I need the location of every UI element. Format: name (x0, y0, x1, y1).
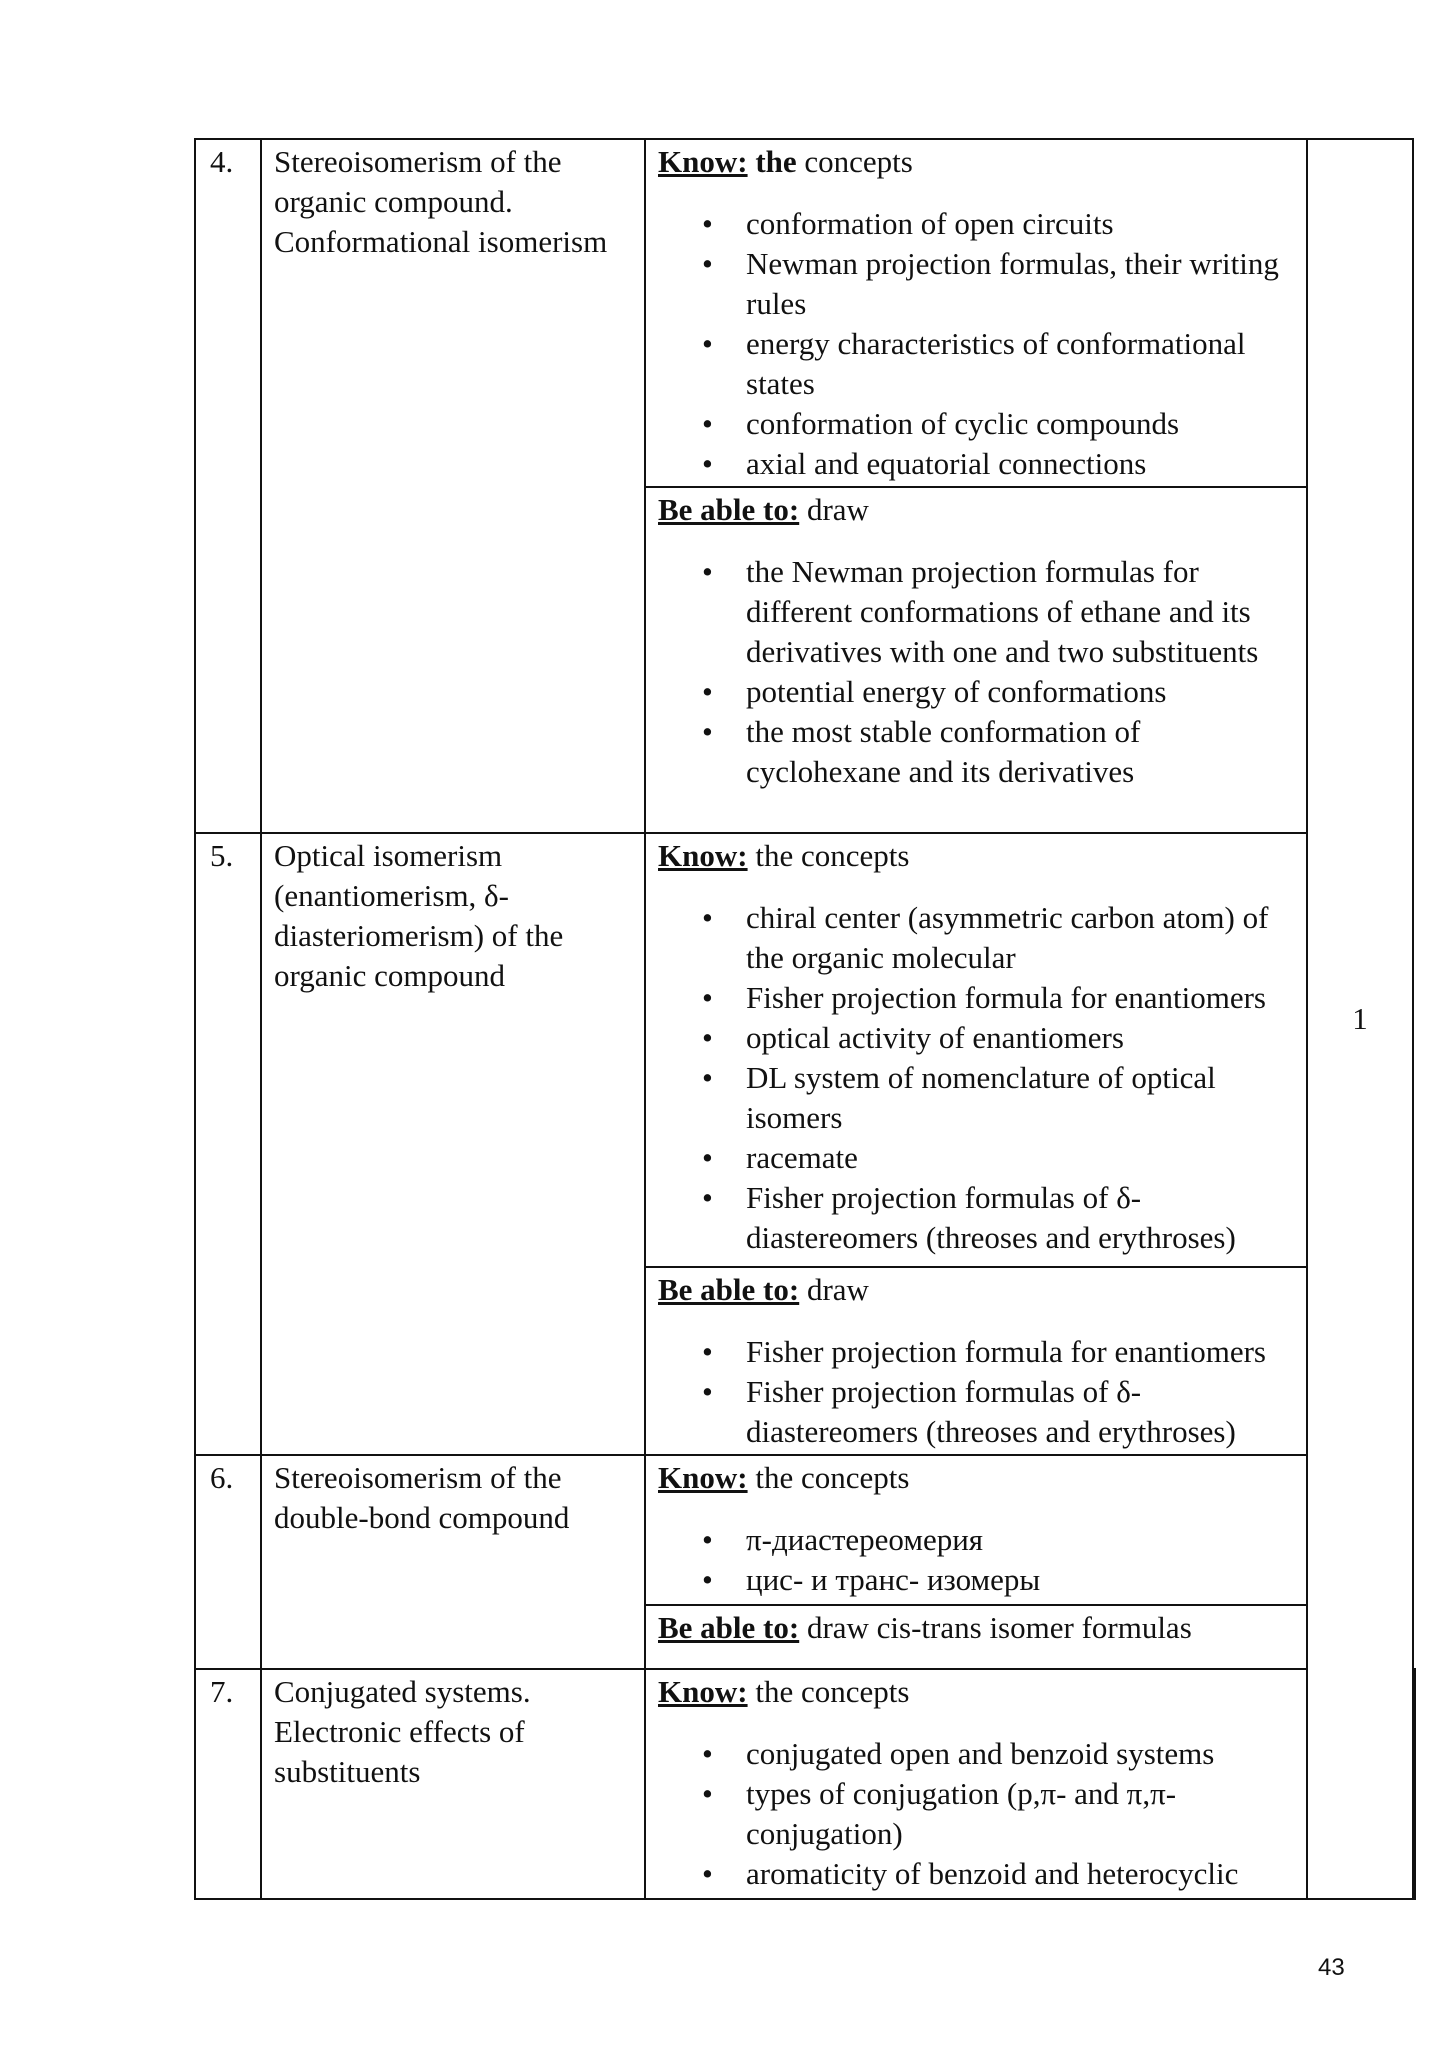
know-cell (645, 1455, 1307, 1605)
know-label: Know: (658, 144, 748, 179)
mark-cell (1307, 139, 1413, 1899)
topic-cell (261, 139, 645, 833)
able-cell (645, 1605, 1307, 1669)
row-number-cell (195, 833, 261, 1455)
list-item: • conformation of cyclic compounds (746, 404, 1296, 444)
able-tail: draw cis-trans isomer formulas (799, 1610, 1192, 1645)
row-number-cell (195, 139, 261, 833)
curriculum-table (194, 138, 1416, 1900)
know-list (658, 898, 1296, 1258)
topic-text: Optical isomerism (enantiomerism, δ-diasteriomerism) of the organic compound (274, 838, 564, 993)
know-list (658, 1734, 1296, 1894)
know-header (658, 1458, 1296, 1498)
know-label: Know: (658, 838, 748, 873)
list-item: • DL system of nomenclature of optical isomers (746, 1058, 1296, 1138)
list-item: • axial and equatorial connections (746, 444, 1296, 484)
list-item: • Fisher projection formulas of δ-diastereomers (threoses and erythroses) (746, 1178, 1296, 1258)
list-item: • π-диастереомерия (746, 1520, 1296, 1560)
list-item: • conjugated open and benzoid systems (746, 1734, 1296, 1774)
list-item: • energy characteristics of conformational states (746, 324, 1296, 404)
list-item: • potential energy of conformations (746, 672, 1296, 712)
able-label: Be able to: (658, 492, 800, 527)
table-row (195, 139, 1415, 487)
list-item: • conformation of open circuits (746, 204, 1296, 244)
know-tail: concepts (796, 144, 913, 179)
able-tail: draw (799, 492, 869, 527)
row-number: 6. (210, 1460, 234, 1495)
list-item: • цис- и транс- изомеры (746, 1560, 1296, 1600)
topic-text: Stereoisomerism of the double-bond compound (274, 1460, 570, 1535)
page-number: 43 (1318, 1954, 1345, 1981)
list-item: • the Newman projection formulas for different conformations of ethane and its derivatives with one and two substituents (746, 552, 1296, 672)
list-item: • types of conjugation (p,π- and π,π-conjugation) (746, 1774, 1296, 1854)
mark-value: 1 (1352, 1001, 1368, 1036)
list-item: • Fisher projection formula for enantiomers (746, 978, 1296, 1018)
list-item: • racemate (746, 1138, 1296, 1178)
know-tail: the concepts (747, 1674, 910, 1709)
list-item: • Fisher projection formula for enantiomers (746, 1332, 1296, 1372)
know-tail: the concepts (747, 1460, 910, 1495)
know-tail: the concepts (747, 838, 910, 873)
able-cell (645, 487, 1307, 833)
able-label: Be able to: (658, 1610, 800, 1645)
row-number: 4. (210, 144, 234, 179)
able-list (658, 552, 1296, 792)
table-row (195, 833, 1415, 1267)
able-tail: draw (799, 1272, 869, 1307)
table-row (195, 1455, 1415, 1605)
list-item: • optical activity of enantiomers (746, 1018, 1296, 1058)
topic-text: Stereoisomerism of the organic compound. Conformational isomerism (274, 144, 608, 259)
know-list (658, 1520, 1296, 1600)
table-row (195, 1669, 1415, 1899)
know-list (658, 204, 1296, 484)
know-header (658, 836, 1296, 876)
row-number: 7. (210, 1674, 234, 1709)
able-cell (645, 1267, 1307, 1455)
able-label: Be able to: (658, 1272, 800, 1307)
list-item: • Fisher projection formulas of δ-diastereomers (threoses and erythroses) (746, 1372, 1296, 1452)
know-label: Know: (658, 1460, 748, 1495)
know-the: the (755, 144, 797, 179)
know-label: Know: (658, 1674, 748, 1709)
topic-cell (261, 833, 645, 1455)
topic-text: Conjugated systems. Electronic effects of substituents (274, 1674, 531, 1789)
list-item: • chiral center (asymmetric carbon atom) of the organic molecular (746, 898, 1296, 978)
able-header (658, 1270, 1296, 1310)
able-header (658, 490, 1296, 530)
know-cell (645, 833, 1307, 1267)
able-header (658, 1608, 1296, 1648)
know-header (658, 142, 1296, 182)
list-item: • Newman projection formulas, their writing rules (746, 244, 1296, 324)
list-item: • the most stable conformation of cyclohexane and its derivatives (746, 712, 1296, 792)
list-item: • aromaticity of benzoid and heterocyclic (746, 1854, 1296, 1894)
know-header (658, 1672, 1296, 1712)
row-number-cell (195, 1455, 261, 1669)
know-cell (645, 139, 1307, 487)
row-number: 5. (210, 838, 234, 873)
row-number-cell (195, 1669, 261, 1899)
topic-cell (261, 1669, 645, 1899)
topic-cell (261, 1455, 645, 1669)
mark-cell-empty (1413, 1669, 1415, 1899)
know-cell (645, 1669, 1307, 1899)
able-list (658, 1332, 1296, 1452)
